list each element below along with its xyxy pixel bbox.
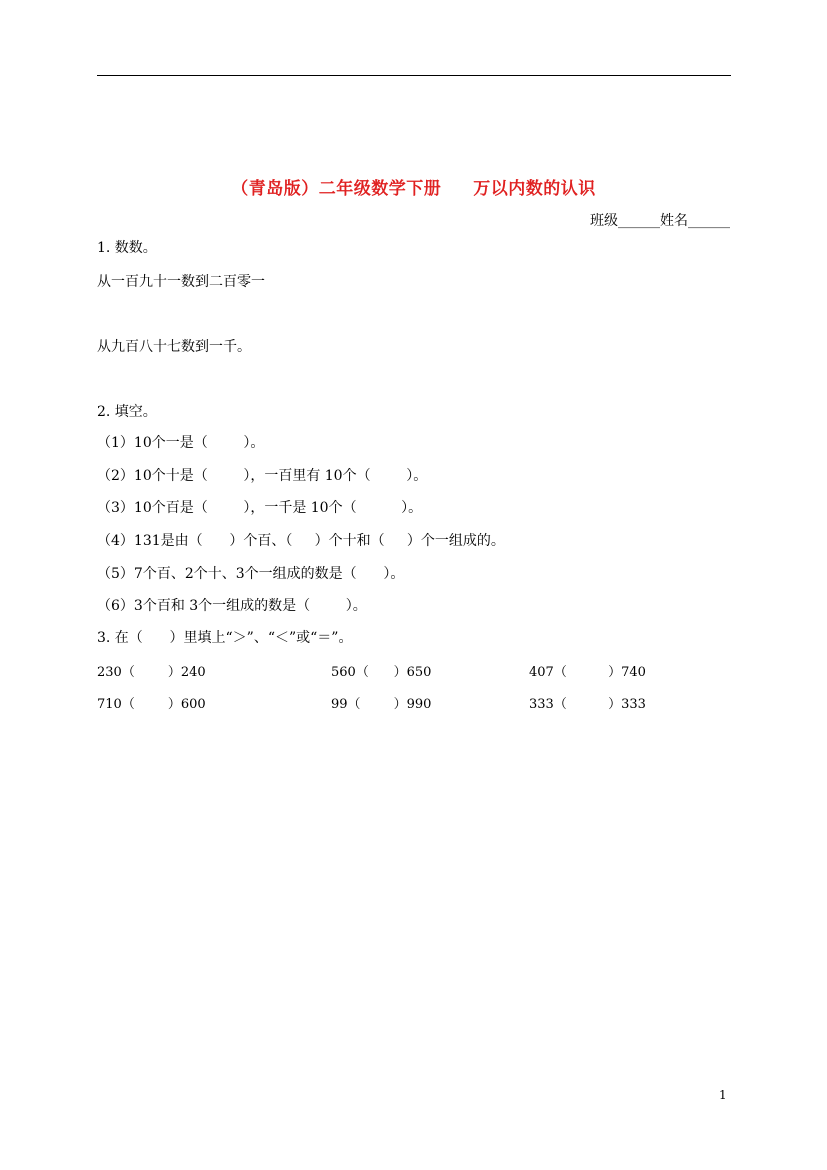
compare-row	[97, 661, 737, 681]
fill-blank-item: （5）7个百、2个十、3个一组成的数是（ ）。	[97, 566, 405, 582]
section-2-heading: 2. 填空。	[97, 404, 157, 420]
page-number: 1	[719, 1088, 727, 1102]
compare-row	[97, 693, 737, 713]
compare-item: 560（ ）650	[331, 665, 432, 680]
document-title: （青岛版）二年级数学下册 万以内数的认识	[231, 179, 596, 199]
compare-item: 230（ ）240	[97, 665, 206, 680]
compare-item: 407（ ）740	[529, 665, 646, 680]
fill-blank-item: （4）131是由（ ）个百、（ ）个十和（ ）个一组成的。	[97, 533, 505, 549]
header-rule	[97, 75, 731, 76]
fill-blank-item: （1）10个一是（ ）。	[97, 435, 265, 451]
section-1-item: 从九百八十七数到一千。	[97, 339, 251, 355]
fill-blank-item: （6）3个百和 3个一组成的数是（ ）。	[97, 598, 367, 614]
class-name-line: 班级______姓名______	[590, 213, 730, 229]
compare-item: 99（ ）990	[331, 697, 432, 712]
fill-blank-item: （3）10个百是（ ），一千是 10个（ ）。	[97, 500, 423, 516]
section-3-heading: 3. 在（ ）里填上“＞”、“＜”或“＝”。	[97, 630, 353, 646]
fill-blank-item: （2）10个十是（ ），一百里有 10个（ ）。	[97, 468, 428, 484]
section-1-item: 从一百九十一数到二百零一	[97, 274, 265, 290]
section-1-heading: 1. 数数。	[97, 240, 157, 256]
compare-item: 710（ ）600	[97, 697, 206, 712]
compare-item: 333（ ）333	[529, 697, 646, 712]
